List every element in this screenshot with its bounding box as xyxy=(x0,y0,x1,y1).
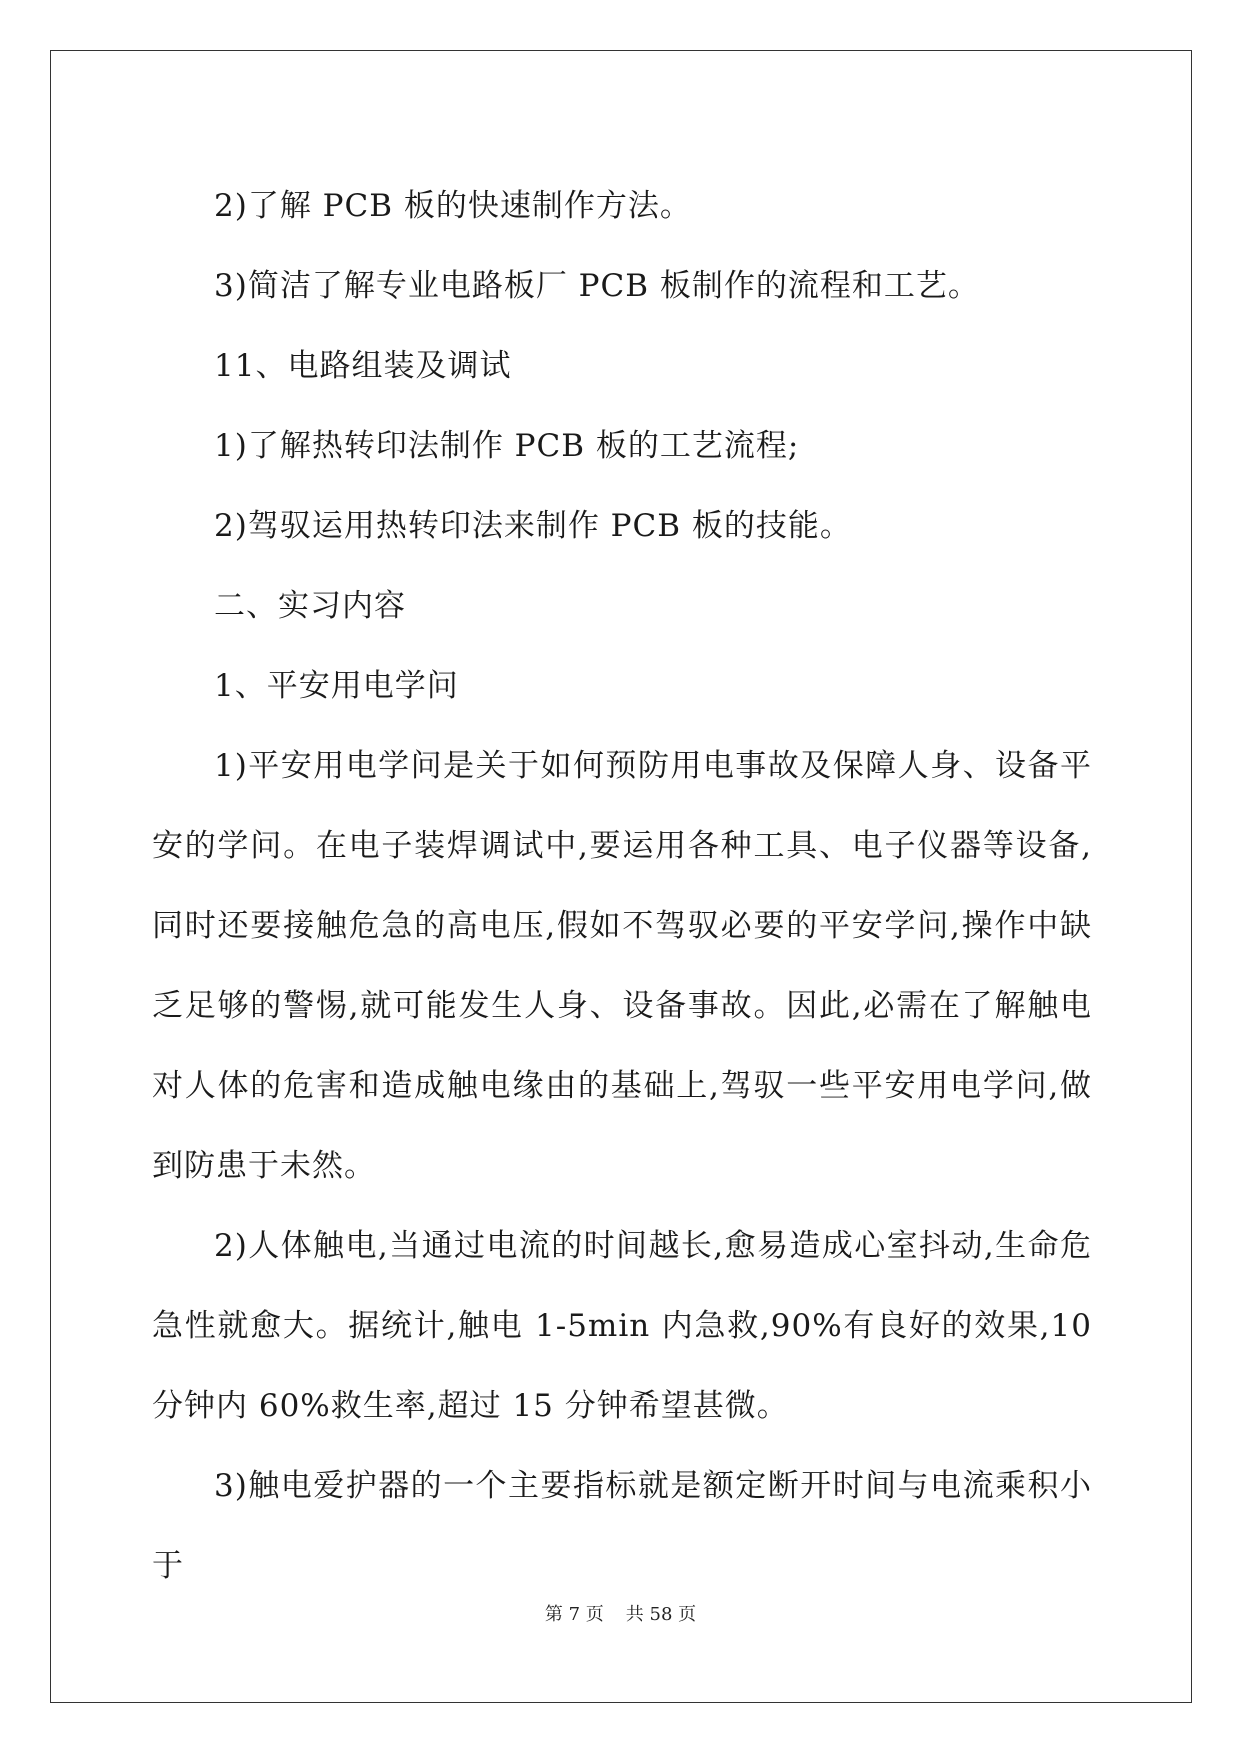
paragraph: 2)驾驭运用热转印法来制作 PCB 板的技能。 xyxy=(214,508,852,544)
paragraph: 1)平安用电学问是关于如何预防用电事故及保障人身、设备平安的学问。在电子装焊调试中,要运用各种工具、电子仪器等设备,同时还要接触危急的高电压,假如不驾驭必要的平安学问,操作中缺乏足够的警惕,就可能发生人身、设备事故。因此,必需在了解触电对人体的危害和造成触电缘由的基础上,驾驭一些平安用电学问,做到防患于未然。 xyxy=(152,748,1092,1184)
section-heading: 11、电路组装及调试 xyxy=(214,348,512,384)
document-body xyxy=(152,166,1092,1606)
paragraph: 2)人体触电,当通过电流的时间越长,愈易造成心室抖动,生命危急性就愈大。据统计,触电 1-5min 内急救,90%有良好的效果,10 分钟内 60%救生率,超过 15 分钟希望甚微。 xyxy=(152,1228,1092,1424)
total-pages: 共 58 页 xyxy=(625,1604,697,1625)
current-page-number: 第 7 页 xyxy=(544,1604,604,1625)
section-heading: 二、实习内容 xyxy=(214,588,406,624)
section-heading: 1、平安用电学问 xyxy=(214,668,459,704)
paragraph: 2)了解 PCB 板的快速制作方法。 xyxy=(214,188,692,224)
paragraph: 1)了解热转印法制作 PCB 板的工艺流程; xyxy=(214,428,800,464)
paragraph: 3)简洁了解专业电路板厂 PCB 板制作的流程和工艺。 xyxy=(214,268,980,304)
page-footer xyxy=(0,1600,1241,1626)
paragraph: 3)触电爱护器的一个主要指标就是额定断开时间与电流乘积小于 xyxy=(152,1468,1092,1584)
